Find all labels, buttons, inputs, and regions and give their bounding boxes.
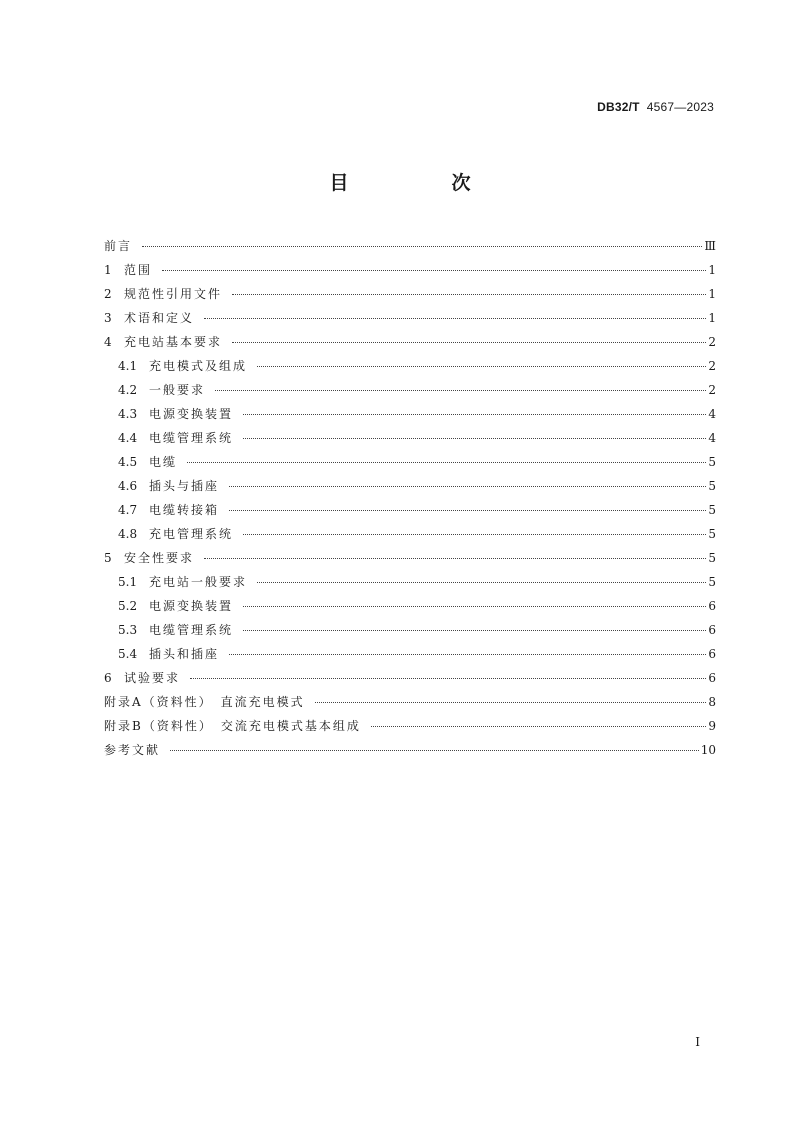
toc-entry[interactable]: [104, 474, 716, 498]
toc-entry[interactable]: [104, 354, 716, 378]
toc-entry[interactable]: [104, 570, 716, 594]
toc-entry-label: 一般要求: [149, 383, 206, 397]
toc-dot-leader: [190, 677, 706, 679]
toc-entry[interactable]: [104, 642, 716, 666]
toc-dot-leader: [371, 725, 707, 727]
toc-entry-label: 安全性要求: [124, 551, 195, 565]
toc-entry-number: 5.2: [118, 599, 138, 613]
toc-dot-leader: [215, 389, 706, 391]
toc-entry-page: 2: [708, 335, 716, 349]
toc-dot-leader: [204, 317, 706, 319]
toc-entry-page: 2: [708, 359, 716, 373]
toc-dot-leader: [229, 509, 706, 511]
toc-entry-label: 电缆管理系统: [149, 431, 234, 445]
document-code: [597, 100, 714, 114]
table-of-contents: [104, 234, 716, 762]
toc-entry[interactable]: [104, 282, 716, 306]
toc-entry[interactable]: [104, 234, 716, 258]
toc-entry-number: 4.4: [118, 431, 138, 445]
toc-entry-number: 1: [104, 263, 112, 277]
toc-entry-number: 4.6: [118, 479, 138, 493]
toc-entry-label: 前言: [104, 239, 133, 253]
toc-entry[interactable]: [104, 714, 716, 738]
toc-entry-label: 规范性引用文件: [124, 287, 223, 301]
toc-entry-number: 4.7: [118, 503, 138, 517]
page-number: I: [695, 1035, 700, 1049]
toc-entry-number: 4.5: [118, 455, 138, 469]
toc-entry-page: 2: [708, 383, 716, 397]
toc-entry[interactable]: [104, 258, 716, 282]
toc-entry-label: 充电站基本要求: [124, 335, 223, 349]
toc-entry[interactable]: [104, 426, 716, 450]
page-title: 目 次: [329, 172, 513, 194]
toc-entry-page: 5: [708, 527, 716, 541]
toc-entry-page: 8: [708, 695, 716, 709]
toc-entry-label: 附录B（资料性） 交流充电模式基本组成: [104, 719, 361, 733]
toc-dot-leader: [229, 485, 706, 487]
toc-entry[interactable]: [104, 402, 716, 426]
toc-dot-leader: [243, 437, 706, 439]
toc-entry-label: 充电管理系统: [149, 527, 234, 541]
toc-dot-leader: [232, 293, 706, 295]
toc-entry-label: 充电站一般要求: [149, 575, 248, 589]
toc-dot-leader: [204, 557, 706, 559]
toc-entry-label: 术语和定义: [124, 311, 195, 325]
toc-entry-page: 1: [708, 287, 716, 301]
toc-dot-leader: [257, 581, 706, 583]
toc-entry-label: 参考文献: [104, 743, 161, 757]
toc-entry-label: 范围: [124, 263, 153, 277]
document-code-number: 4567—2023: [646, 100, 714, 114]
toc-entry-number: 5.1: [118, 575, 138, 589]
toc-entry-label: 附录A（资料性） 直流充电模式: [104, 695, 305, 709]
toc-entry-page: 6: [708, 623, 716, 637]
toc-entry[interactable]: [104, 498, 716, 522]
toc-dot-leader: [229, 653, 706, 655]
toc-entry-page: 6: [708, 671, 716, 685]
toc-entry-page: 6: [708, 599, 716, 613]
toc-dot-leader: [142, 245, 702, 247]
toc-dot-leader: [243, 629, 706, 631]
toc-entry-number: 5.4: [118, 647, 138, 661]
toc-entry-page: Ⅲ: [704, 239, 716, 253]
toc-entry[interactable]: [104, 738, 716, 762]
toc-entry-page: 5: [708, 551, 716, 565]
toc-entry-label: 电缆管理系统: [149, 623, 234, 637]
toc-entry-page: 1: [708, 263, 716, 277]
toc-entry-number: 5: [104, 551, 112, 565]
toc-entry-page: 6: [708, 647, 716, 661]
toc-entry-page: 9: [708, 719, 716, 733]
toc-entry-page: 4: [708, 407, 716, 421]
toc-dot-leader: [170, 749, 699, 751]
toc-entry-page: 1: [708, 311, 716, 325]
toc-entry-label: 充电模式及组成: [149, 359, 248, 373]
toc-entry-label: 电源变换装置: [149, 599, 234, 613]
toc-dot-leader: [243, 533, 706, 535]
toc-entry[interactable]: [104, 330, 716, 354]
toc-entry-number: 2: [104, 287, 112, 301]
toc-entry-number: 3: [104, 311, 112, 325]
toc-entry[interactable]: [104, 546, 716, 570]
toc-entry-number: 5.3: [118, 623, 138, 637]
toc-dot-leader: [257, 365, 706, 367]
toc-entry-label: 电源变换装置: [149, 407, 234, 421]
toc-entry-number: 6: [104, 671, 112, 685]
toc-entry-number: 4.8: [118, 527, 138, 541]
toc-entry[interactable]: [104, 666, 716, 690]
toc-dot-leader: [243, 605, 706, 607]
toc-entry-number: 4.1: [118, 359, 138, 373]
toc-dot-leader: [187, 461, 706, 463]
toc-entry-label: 插头与插座: [149, 479, 220, 493]
toc-entry-page: 5: [708, 503, 716, 517]
toc-entry-label: 电缆: [149, 455, 178, 469]
toc-entry-page: 10: [700, 743, 716, 757]
toc-entry[interactable]: [104, 594, 716, 618]
toc-entry-label: 插头和插座: [149, 647, 220, 661]
toc-entry[interactable]: [104, 522, 716, 546]
toc-entry-page: 5: [708, 575, 716, 589]
toc-entry[interactable]: [104, 306, 716, 330]
toc-entry-page: 4: [708, 431, 716, 445]
toc-entry-number: 4.3: [118, 407, 138, 421]
document-code-prefix: DB32/T: [597, 100, 640, 114]
toc-entry[interactable]: [104, 690, 716, 714]
toc-dot-leader: [232, 341, 706, 343]
toc-dot-leader: [162, 269, 706, 271]
toc-entry-label: 电缆转接箱: [149, 503, 220, 517]
toc-entry-number: 4: [104, 335, 112, 349]
toc-dot-leader: [243, 413, 706, 415]
toc-entry-page: 5: [708, 455, 716, 469]
toc-entry[interactable]: [104, 450, 716, 474]
toc-entry-number: 4.2: [118, 383, 138, 397]
toc-entry-page: 5: [708, 479, 716, 493]
toc-entry[interactable]: [104, 378, 716, 402]
toc-dot-leader: [315, 701, 707, 703]
toc-entry[interactable]: [104, 618, 716, 642]
toc-entry-label: 试验要求: [124, 671, 181, 685]
